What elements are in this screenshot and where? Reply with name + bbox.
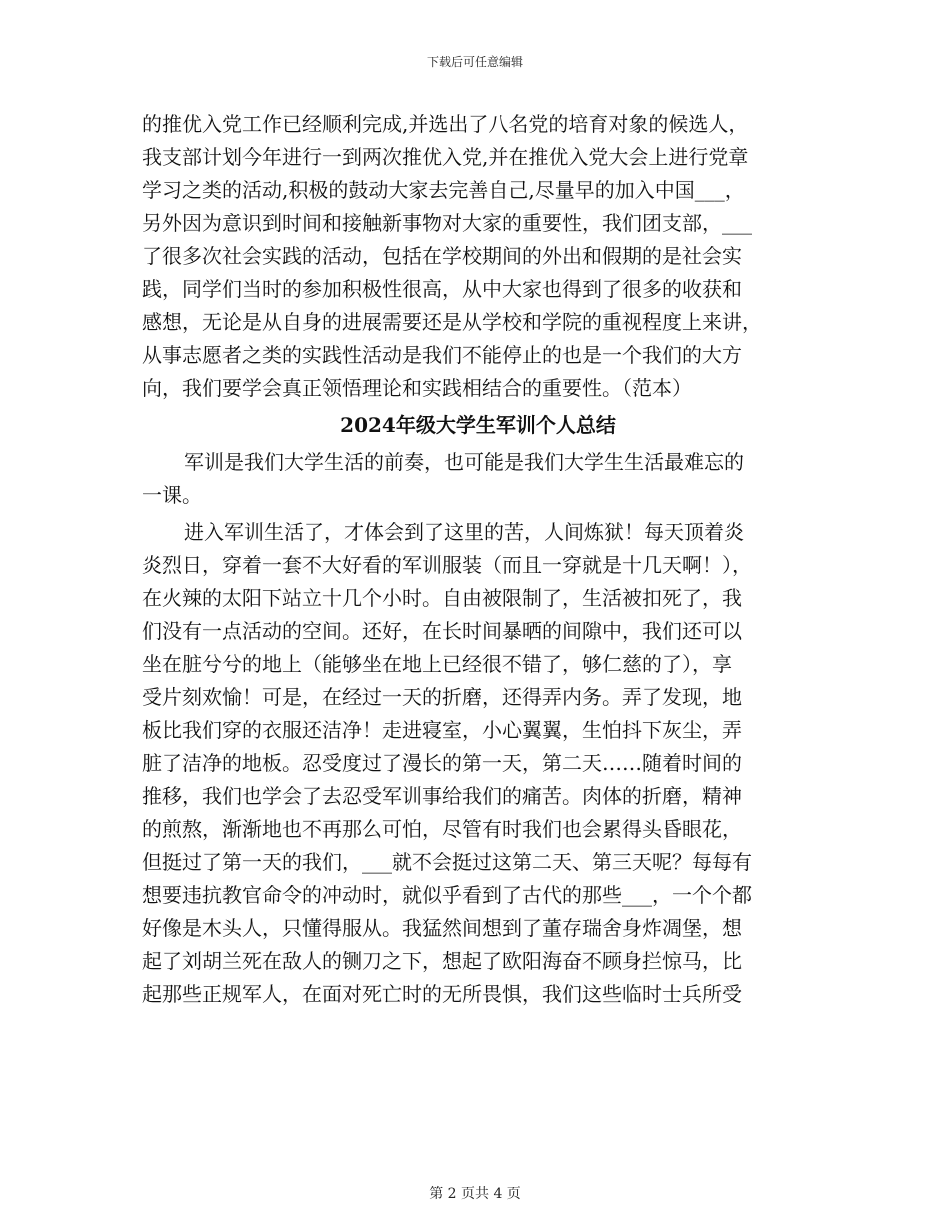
text-line: 想要违抗教官命令的冲动时，就似乎看到了古代的那些___，一个个都: [142, 883, 752, 907]
text-line: 起了刘胡兰死在敌人的铡刀之下，想起了欧阳海奋不顾身拦惊马，比: [142, 949, 742, 973]
text-line: 进入军训生活了，才体会到了这里的苦，人间炼狱！每天顶着炎: [184, 520, 744, 544]
text-line: 但挺过了第一天的我们，___就不会挺过这第二天、第三天呢？每每有: [142, 850, 752, 874]
text-line: 的推优入党工作已经顺利完成,并选出了八名党的培育对象的候选人，: [142, 112, 749, 136]
paragraph-continued: [142, 108, 814, 405]
text-line: 坐在脏兮兮的地上（能够坐在地上已经很不错了，够仁慈的了），享: [142, 652, 732, 676]
paragraph-intro: [142, 446, 814, 512]
text-line: 脏了洁净的地板。忍受度过了漫长的第一天，第二天……随着时间的: [142, 751, 742, 775]
page-footer: 第 2 页共 4 页: [429, 1186, 521, 1202]
section-title: 2024年级大学生军训个人总结: [340, 413, 616, 437]
text-line: 的煎熬，渐渐地也不再那么可怕，尽管有时我们也会累得头昏眼花，: [142, 817, 742, 841]
page-header: 下载后可任意编辑: [426, 55, 523, 69]
text-line: 另外因为意识到时间和接触新事物对大家的重要性，我们团支部，___: [142, 211, 752, 235]
text-line: 一课。: [142, 483, 202, 507]
text-line: 从事志愿者之类的实践性活动是我们不能停止的也是一个我们的大方: [142, 343, 742, 367]
text-line: 起那些正规军人，在面对死亡时的无所畏惧，我们这些临时士兵所受: [142, 982, 742, 1006]
text-line: 践，同学们当时的参加积极性很高，从中大家也得到了很多的收获和: [142, 277, 742, 301]
text-line: 在火辣的太阳下站立十几个小时。自由被限制了，生活被扣死了，我: [142, 586, 742, 610]
text-line: 们没有一点活动的空间。还好，在长时间暴晒的间隙中，我们还可以: [142, 619, 742, 643]
text-line: 受片刻欢愉！可是，在经过一天的折磨，还得弄内务。弄了发现，地: [142, 685, 742, 709]
paragraph-body: [142, 516, 814, 1011]
text-line: 向，我们要学会真正领悟理论和实践相结合的重要性。（范本）: [142, 376, 692, 400]
text-line: 学习之类的活动,积极的鼓动大家去完善自己,尽量早的加入中国___，: [142, 178, 745, 202]
text-line: 推移，我们也学会了去忍受军训事给我们的痛苦。肉体的折磨，精神: [142, 784, 742, 808]
text-line: 炎烈日，穿着一套不大好看的军训服装（而且一穿就是十几天啊！），: [142, 553, 752, 577]
text-line: 了很多次社会实践的活动，包括在学校期间的外出和假期的是社会实: [142, 244, 742, 268]
text-line: 军训是我们大学生活的前奏，也可能是我们大学生生活最难忘的: [184, 450, 744, 474]
text-line: 好像是木头人，只懂得服从。我猛然间想到了董存瑞舍身炸凋堡，想: [142, 916, 742, 940]
text-line: 我支部计划今年进行一到两次推优入党,并在推优入党大会上进行党章: [142, 145, 749, 169]
text-line: 感想，无论是从自身的进展需要还是从学校和学院的重视程度上来讲，: [142, 310, 762, 334]
text-line: 板比我们穿的衣服还洁净！走进寝室，小心翼翼，生怕抖下灰尘，弄: [142, 718, 742, 742]
document-body: [142, 108, 814, 1011]
